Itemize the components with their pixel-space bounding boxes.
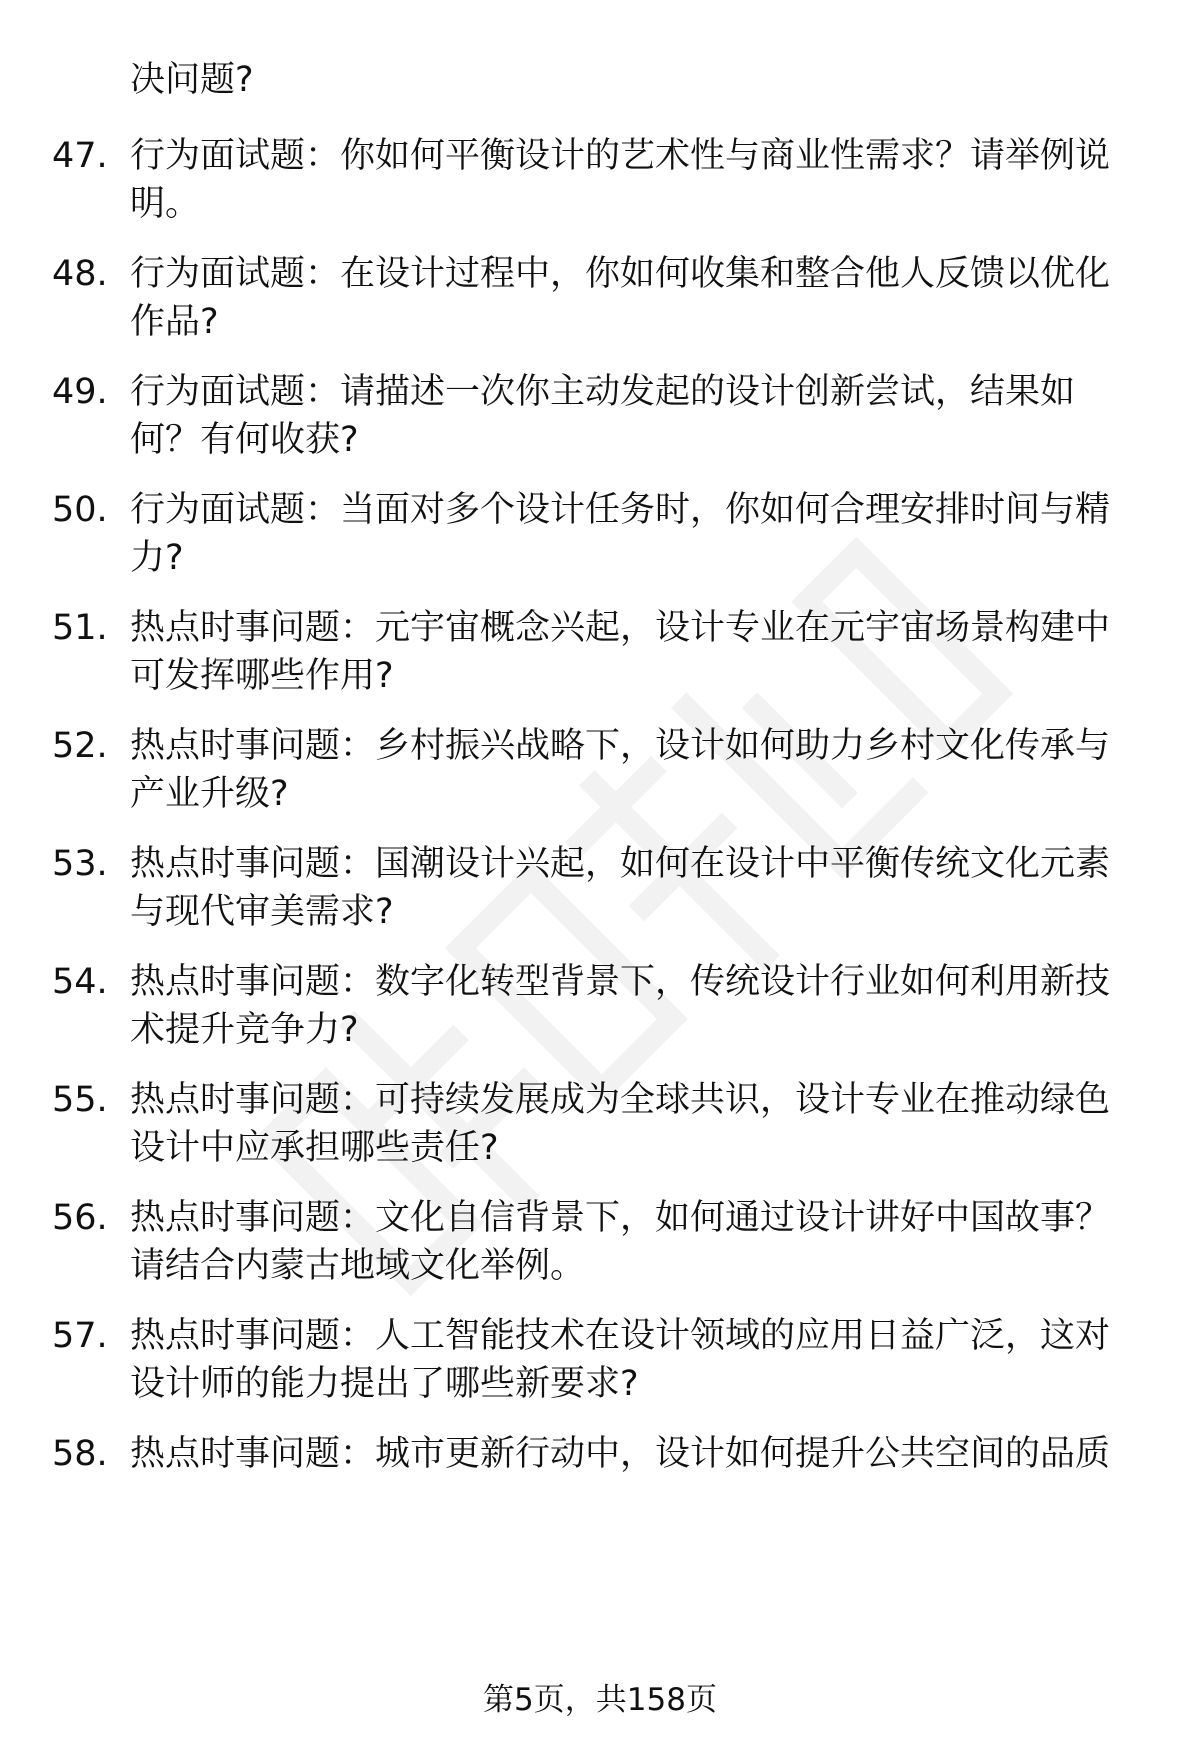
- list-item-number: 51.: [52, 608, 108, 648]
- list-item-text: 热点时事问题：人工智能技术在设计领域的应用日益广泛，这对设计师的能力提出了哪些新要求?: [130, 1316, 1111, 1404]
- list-item-text: 行为面试题：当面对多个设计任务时，你如何合理安排时间与精力?: [130, 490, 1111, 578]
- list-item-text: 热点时事问题：乡村振兴战略下，设计如何助力乡村文化传承与产业升级?: [130, 726, 1111, 814]
- list-item-number: 57.: [52, 1316, 108, 1356]
- list-item-number: 54.: [52, 962, 108, 1002]
- list-item-number: 50.: [52, 490, 108, 530]
- list-item-number: 48.: [52, 254, 108, 294]
- list-item-text: 热点时事问题：国潮设计兴起，如何在设计中平衡传统文化元素与现代审美需求?: [130, 844, 1111, 932]
- list-item-text: 行为面试题：你如何平衡设计的艺术性与商业性需求？请举例说明。: [130, 136, 1111, 224]
- list-item-text: 热点时事问题：城市更新行动中，设计如何提升公共空间的品质: [130, 1434, 1111, 1474]
- list-item-text: 热点时事问题：可持续发展成为全球共识，设计专业在推动绿色设计中应承担哪些责任?: [130, 1080, 1111, 1168]
- continuation-text: 决问题?: [130, 60, 254, 100]
- list-item-number: 52.: [52, 726, 108, 766]
- list-item-number: 56.: [52, 1198, 108, 1238]
- list-item-number: 58.: [52, 1434, 108, 1474]
- list-item-number: 49.: [52, 372, 108, 412]
- list-item-text: 热点时事问题：文化自信背景下，如何通过设计讲好中国故事？请结合内蒙古地域文化举例。: [130, 1198, 1111, 1286]
- list-item-number: 53.: [52, 844, 108, 884]
- list-item-number: 47.: [52, 136, 108, 176]
- list-item-text: 热点时事问题：数字化转型背景下，传统设计行业如何利用新技术提升竞争力?: [130, 962, 1111, 1050]
- list-item-text: 行为面试题：在设计过程中，你如何收集和整合他人反馈以优化作品?: [130, 254, 1111, 342]
- list-item-text: 行为面试题：请描述一次你主动发起的设计创新尝试，结果如何？有何收获?: [130, 372, 1076, 460]
- list-item-number: 55.: [52, 1080, 108, 1120]
- page-footer: 第5页，共158页: [483, 1682, 717, 1718]
- list-item-text: 热点时事问题：元宇宙概念兴起，设计专业在元宇宙场景构建中可发挥哪些作用?: [130, 608, 1111, 696]
